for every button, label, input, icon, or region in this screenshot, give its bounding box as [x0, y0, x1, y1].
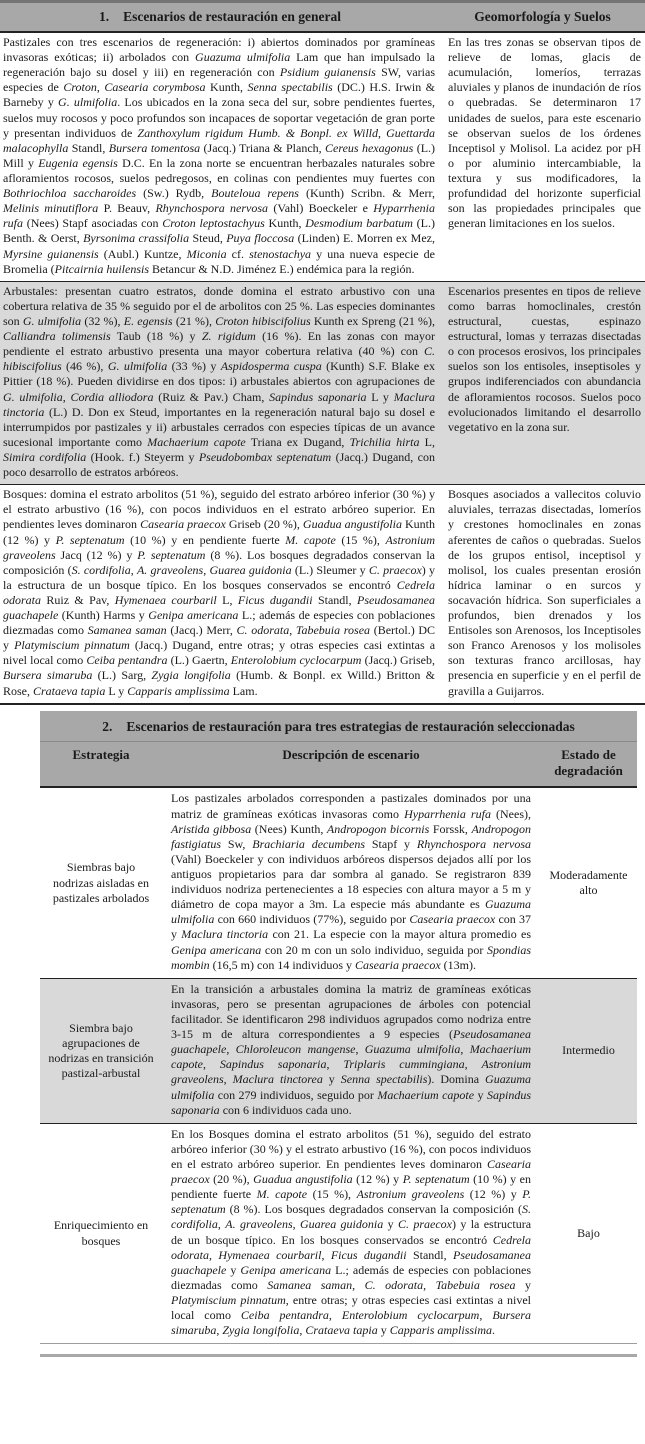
degradation-cell-moderadamente-alto: Moderadamente alto: [549, 868, 628, 898]
strategy-cell-enriquecimiento: Enriquecimiento en bosques: [53, 1218, 149, 1248]
table1-title: [0, 3, 440, 31]
strategy-cell-agrupaciones-nodrizas: Siembra bajo agrupaciones de nodrizas en transición pastizal-arbustal: [48, 1020, 154, 1080]
table-restoration-strategies: [40, 711, 637, 1345]
table2-row-siembra-agrupaciones: [40, 978, 637, 1123]
table2-title-text: Escenarios de restauración para tres estrategias de restauración seleccionadas: [126, 718, 575, 734]
table1-row-arbustales: [0, 281, 645, 484]
scenario-cell-arbustales: Arbustales: presentan cuatro estratos, donde domina el estrato arbustivo con una cobertura relativa de 35 % seguido por el de arbolitos con 25 %. Las especies dominantes son G. ulmifolia (32 %), E. egensis (21 %), Croton hibiscifolius Kunth ex Spreng (21 %), Calliandra tolimensis Taub (18 %) y Z. rigidum (16 %). En las zonas con mayor pendiente el estrato arbustivo presenta una mayor cobertura relativa (40 %) con C. hibiscifolius (46 %), G. ulmifolia (33 %) y Aspidosperma cuspa (Kunth) S.F. Blake ex Pittier (18 %). Pueden dividirse en dos tipos: i) arbustales abiertos con agrupaciones de G. ulmifolia, Cordia alliodora (Ruiz & Pav.) Cham, Sapindus saponaria L y Maclura tinctoria (L.) D. Don ex Steud, importantes en la regeneración natural bajo su dosel e interrumpidos por pastizales y ii) arbustales cerrados con especies típicas de un avance sucesional importante como Machaerium capote Triana ex Dugand, Trichilia hirta L, Simira cordifolia (Hook. f.) Steyerm y Pseudobombax septenatum (Jacq.) Dugand, con poco desarrollo de estratos arbóreos.: [3, 283, 436, 480]
table2-title: [40, 711, 637, 742]
table-general-scenarios: [0, 0, 645, 705]
scenario-cell-bosques: Bosques: domina el estrato arbolitos (51 %), seguido del estrato arbóreo inferior (30 %) y el estrato arbustivo (16 %), con pocos individuos en el estrato arbóreo superior. En pendientes leves dominaron Casearia praecox Griseb (20 %), Guadua angustifolia Kunth (12 %) y P. septenatum (10 %) y en pendiente fuerte M. capote (15 %), Astronium graveolens Jacq (12 %) y P. septenatum (8 %). Los bosques degradados conservan la composición (S. cordifolia, A. graveolens, Guarea guidonia (L.) Sleumer y C. praecox) y la estructura de un bosque típico. En los bosques conservados se encontró Cedrela odorata Ruiz & Pav, Hymenaea courbaril L, Ficus dugandii Standl, Pseudosamanea guachapele (Kunth) Harms y Genipa americana L.; además de especies con poblaciones diezmadas como Samanea saman (Jacq.) Merr, C. odorata, Tabebuia rosea (Bertol.) DC y Platymiscium pinnatum (Jacq.) Dugand, entre otras; y otras especies casi extintas a nivel local como Ceiba pentandra (L.) Gaertn, Enterolobium cyclocarpum (Jacq.) Griseb, Bursera simaruba (L.) Sarg, Zygia longifolia (Humb. & Bonpl. ex Willd.) Britton & Rose, Crataeva tapia L y Capparis amplissima Lam.: [3, 487, 436, 698]
soils-cell-bosques: Bosques asociados a vallecitos coluvio aluviales, terrazas disectadas, lomeríos y crestones homoclinales en zonas aferentes de caños o quebradas. Suelos de los grupos entisol, inceptisol y molisol, los cuales presentan erosión hídrica laminar o en surcos y socavación hídrica. Son superficiales a profundos, bien drenados y los Entisoles son Arenosos, los Inceptisoles son Franco Arenosos y los molisoles son texturas franco arcillosas, hay presencia en superficie y en el perfil de gravilla a Guijarros.: [448, 487, 641, 698]
soils-cell-arbustales: Escenarios presentes en tipos de relieve como barras homoclinales, crestón estructural, cuestas, espinazo estructural, lomas y terrazas disectadas o con procesos erosivos, los principales suelos son los entisoles, inseptisoles y grupos indiferenciados con abundancia de afloramientos rocosos. Suelos poco evolucionados limitando el desarrollo vegetativo en la zona sur.: [448, 283, 641, 434]
table1-row-pastizales: [0, 33, 645, 281]
description-cell-transicion-arbustal: En la transición a arbustales domina la matriz de gramíneas exóticas invasoras, pero se presentan agrupaciones de árboles con potencial facilitador. Se identificaron 298 individuos agrupados como nodriza entre 3-15 m de altura correspondientes a 9 especies (Pseudosamanea guachapele, Chloroleucon mangense, Guazuma ulmifolia, Machaerium capote, Sapindus saponaria, Triplaris cummingiana, Astronium graveolens, Maclura tinctorea y Senna spectabilis). Domina Guazuma ulmifolia con 279 individuos, seguido por Machaerium capote y Sapindus saponaria con 6 individuos cada uno.: [171, 981, 532, 1117]
strategy-cell-siembras-nodrizas: Siembras bajo nodrizas aisladas en pastizales arbolados: [52, 860, 150, 905]
table2-row-enriquecimiento-bosques: [40, 1123, 637, 1344]
scenario-cell-pastizales: Pastizales con tres escenarios de regeneración: i) abiertos dominados por gramíneas invasoras exóticas; ii) arbolados con Guazuma ulmifolia Lam que han impulsado la regeneración bajo su dosel y iii) en regeneración con Psidium guianensis SW, varias especies de Croton, Casearia corymbosa Kunth, Senna spectabilis (DC.) H.S. Irwin & Barneby y G. ulmifolia. Los ubicados en la zona seca del sur, sobre pendientes fuertes, suelos muy rocosos y poco profundos son incapaces de soportar vegetación de gran porte y presentan individuos de Zanthoxylum rigidum Humb. & Bonpl. ex Willd, Guettarda malacophylla Standl, Bursera tomentosa (Jacq.) Triana & Planch, Cereus hexagonus (L.) Mill y Eugenia egensis D.C. En la zona norte se encuentran herbazales naturales sobre afloramientos rocosos, suelos pedregosos, en colinas con pendientes muy fuertes con Bothriochloa saccharoides (Sw.) Rydb, Bouteloua repens (Kunth) Scribn. & Merr, Melinis minutiflora P. Beauv, Rhynchospora nervosa (Vahl) Boeckeler e Hyparrhenia rufa (Nees) Stapf asociadas con Croton leptostachyus Kunth, Desmodium barbatum (L.) Benth. & Oerst, Byrsonima crassifolia Steud, Puya floccosa (Linden) E. Morren ex Mez, Myrsine guianensis (Aubl.) Kuntze, Miconia cf. stenostachya y una nueva especie de Bromelia (Pitcairnia huilensis Betancur & N.D. Jiménez E.) endémica para la región.: [3, 35, 436, 276]
table1-geomorphology-header: Geomorfología y Suelos: [474, 9, 611, 24]
column-header-descripcion: Descripción de escenario: [282, 746, 420, 762]
table1-row-bosques: [0, 484, 645, 703]
description-cell-pastizales-arbolados: Los pastizales arbolados corresponden a pastizales dominados por una matriz de gramíneas exóticas invasoras como Hyparrhenia rufa (Nees), Aristida gibbosa (Nees) Kunth, Andropogon bicornis Forssk, Andropogon fastigiatus Sw, Brachiaria decumbens Stapf y Rhynchospora nervosa (Vahl) Boeckeler y con individuos arbóreos dispersos dejados allí por los antiguos propietarios para dar sombra al ganado. Se registraron 839 individuos nodriza pertenecientes a 18 especies con altura mayor a 5 m y diámetro de copa mayor a 3m. La especie más abundante es Guazuma ulmifolia con 660 individuos (77%), seguido por Casearia praecox con 37 y Maclura tinctoria con 21. La especie con la mayor altura promedio es Genipa americana con 20 m con un solo individuo, seguida por Spondias mombin (16,5 m) con 14 individuos y Casearia praecox (13m).: [171, 791, 532, 972]
table2-bottom-rule: [40, 1354, 637, 1357]
description-cell-bosques: En los Bosques domina el estrato arbolitos (51 %), seguido del estrato arbóreo inferior (30 %) y el estrato arbustivo (16 %), con pocos individuos en el estrato arbóreo superior. En pendientes leves dominaron Casearia praecox (20 %), Guadua angustifolia (12 %) y P. septenatum (10 %) y en pendiente fuerte M. capote (15 %), Astronium graveolens (12 %) y P. septenatum (8 %). Los bosques degradados conservan la composición (S. cordifolia, A. graveolens, Guarea guidonia y C. praecox) y la estructura de un bosque típico. En los bosques conservados se encontró Cedrela odorata, Hymenaea courbaril, Ficus dugandii Standl, Pseudosamanea guachapele y Genipa americana L.; además de especies con poblaciones diezmadas como Samanea saman, C. odorata, Tabebuia rosea y Platymiscium pinnatum, entre otras; y otras especies casi extintas a nivel local como Ceiba pentandra, Enterolobium cyclocarpum, Bursera simaruba, Zygia longifolia, Crataeva tapia y Capparis amplissima.: [171, 1126, 532, 1338]
soils-cell-pastizales: En las tres zonas se observan tipos de relieve de lomas, glacis de acumulación, lomeríos, terrazas aluviales y planos de inundación de ríos o quebradas. Se determinaron 17 unidades de suelos, para este escenario se observan suelos de los órdenes Inceptisol y Molisol. La acidez por pH o por aluminio intercambiable, la textura y sus modificadores, la profundidad del horizonte superficial son las propiedades principales que generan limitaciones en los suelos.: [448, 35, 641, 231]
degradation-cell-intermedio: Intermedio: [562, 1043, 615, 1058]
table1-title-text: Escenarios de restauración en general: [123, 9, 342, 24]
table2-column-headers: [40, 742, 637, 789]
table1-number: 1.: [98, 9, 110, 24]
column-header-estado-degradacion: Estado de degradación: [554, 746, 623, 779]
table2-row-siembras-nodrizas-aisladas: [40, 788, 637, 977]
degradation-cell-bajo: Bajo: [577, 1225, 600, 1240]
table1-header-row: [0, 3, 645, 33]
column-header-estrategia: Estrategia: [72, 746, 130, 762]
table2-number: 2.: [102, 718, 113, 734]
